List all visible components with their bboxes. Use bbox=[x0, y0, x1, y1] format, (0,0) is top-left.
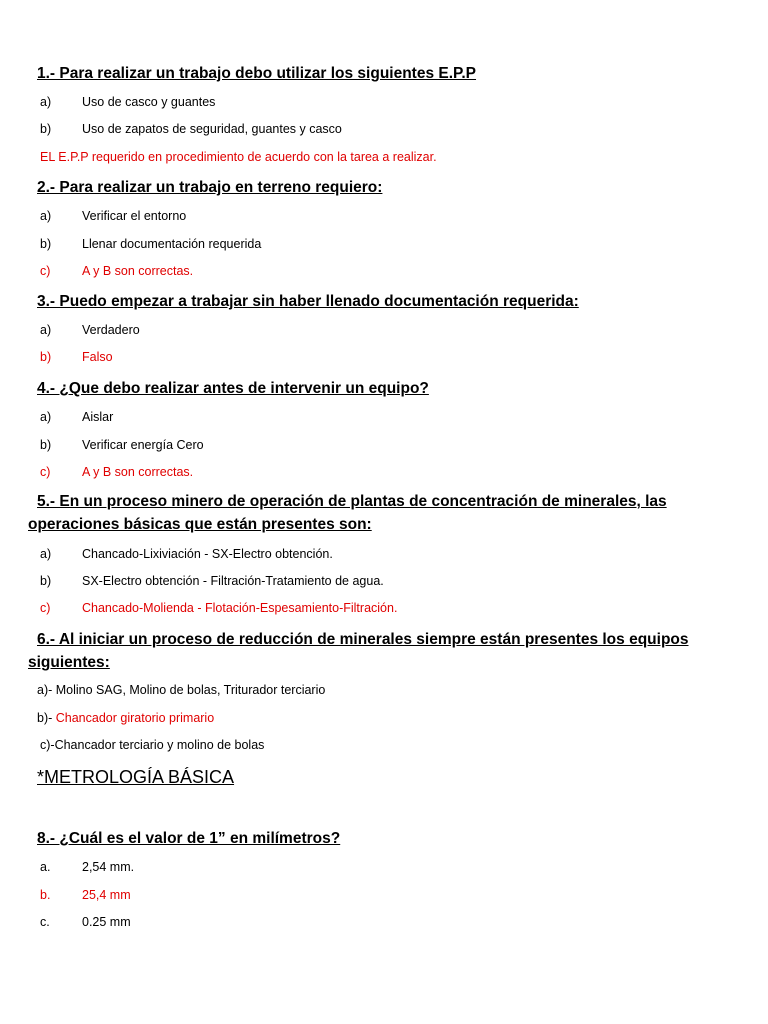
option-text: Verificar el entorno bbox=[82, 209, 187, 223]
option-letter: b) bbox=[40, 438, 52, 452]
question-6-title-line1: 6.- Al iniciar un proceso de reducción de minerales siempre están presentes los equipos bbox=[37, 631, 689, 648]
option-letter: b) bbox=[40, 574, 52, 588]
question-6-option-b bbox=[37, 710, 214, 726]
option-letter: c) bbox=[40, 264, 51, 278]
question-3-title: 3.- Puedo empezar a trabajar sin haber llenado documentación requerida: bbox=[37, 293, 579, 310]
question-6-title-line2: siguientes: bbox=[28, 654, 110, 671]
question-2-title: 2.- Para realizar un trabajo en terreno requiero: bbox=[37, 179, 383, 196]
option-letter: a) bbox=[40, 323, 52, 337]
option-letter: b. bbox=[40, 888, 51, 902]
option-text: A y B son correctas. bbox=[82, 264, 194, 278]
question-5-title-line1: 5.- En un proceso minero de operación de plantas de concentración de minerales, las bbox=[37, 493, 667, 510]
option-letter: a) bbox=[40, 410, 52, 424]
option-letter: c. bbox=[40, 915, 50, 929]
option-text: Llenar documentación requerida bbox=[82, 237, 262, 251]
option-text: SX-Electro obtención - Filtración-Tratamiento de agua. bbox=[82, 574, 384, 588]
option-prefix: b)- bbox=[37, 711, 53, 725]
question-1-title: 1.- Para realizar un trabajo debo utilizar los siguientes E.P.P bbox=[37, 65, 477, 82]
option-letter: a) bbox=[40, 209, 52, 223]
question-6-option-c: c)-Chancador terciario y molino de bolas bbox=[40, 738, 265, 752]
question-5-title-line2: operaciones básicas que están presentes son: bbox=[28, 516, 372, 533]
option-letter: b) bbox=[40, 350, 52, 364]
option-letter: b) bbox=[40, 122, 52, 136]
question-8-title: 8.- ¿Cuál es el valor de 1” en milímetros? bbox=[37, 830, 341, 847]
option-letter: b) bbox=[40, 237, 52, 251]
option-text: Chancador giratorio primario bbox=[52, 711, 215, 725]
option-letter: a) bbox=[40, 95, 52, 109]
question-4-title: 4.- ¿Que debo realizar antes de intervenir un equipo? bbox=[37, 380, 429, 397]
option-text: Uso de zapatos de seguridad, guantes y casco bbox=[82, 122, 342, 136]
option-text: Verificar energía Cero bbox=[82, 438, 204, 452]
option-text: A y B son correctas. bbox=[82, 465, 194, 479]
question-6-option-a: a)- Molino SAG, Molino de bolas, Triturador terciario bbox=[37, 683, 326, 697]
option-text: Chancado-Molienda - Flotación-Espesamiento-Filtración. bbox=[82, 601, 398, 615]
option-letter: a. bbox=[40, 860, 51, 874]
option-text: 25,4 mm bbox=[82, 888, 131, 902]
question-1-answer: EL E.P.P requerido en procedimiento de acuerdo con la tarea a realizar. bbox=[40, 150, 437, 164]
option-letter: a) bbox=[40, 547, 52, 561]
option-text: Chancado-Lixiviación - SX-Electro obtención. bbox=[82, 547, 333, 561]
option-text: Falso bbox=[82, 350, 113, 364]
option-text: Aislar bbox=[82, 410, 114, 424]
section-heading-metrologia: *METROLOGÍA BÁSICA bbox=[37, 767, 235, 787]
option-text: Verdadero bbox=[82, 323, 140, 337]
option-letter: c) bbox=[40, 465, 51, 479]
option-letter: c) bbox=[40, 601, 51, 615]
option-text: 0.25 mm bbox=[82, 915, 131, 929]
option-text: 2,54 mm. bbox=[82, 860, 135, 874]
option-text: Uso de casco y guantes bbox=[82, 95, 216, 109]
